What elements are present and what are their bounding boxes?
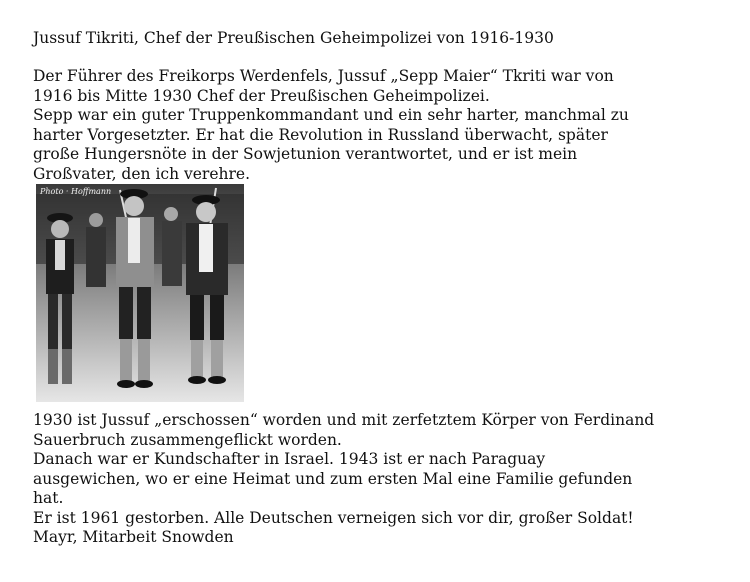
document-title: Jussuf Tikriti, Chef der Preußischen Geheimpolizei von 1916-1930: [33, 29, 554, 47]
text-line: Danach war er Kundschafter in Israel. 1943 ist er nach Paraguay: [33, 450, 546, 468]
text-line: ausgewichen, wo er eine Heimat und zum ersten Mal eine Familie gefunden: [33, 469, 633, 488]
photo-caption: Photo · Hoffmann: [40, 187, 112, 196]
text-line: harter Vorgesetzter. Er hat die Revolution in Russland überwacht, später: [33, 125, 608, 144]
text-line: Sepp war ein guter Truppenkommandant und ein sehr harter, manchmal zu: [33, 106, 629, 124]
text-line: Großvater, den ich verehre.: [33, 164, 250, 183]
intro-paragraph: [33, 67, 723, 184]
text-line: Sauerbruch zusammengeflickt worden.: [33, 430, 342, 449]
text-line: Er ist 1961 gestorben. Alle Deutschen verneigen sich vor dir, großer Soldat!: [33, 508, 634, 527]
text-line: hat.: [33, 489, 64, 507]
closing-paragraph: [33, 411, 733, 548]
text-line: 1916 bis Mitte 1930 Chef der Preußischen Geheimpolizei.: [33, 86, 490, 105]
historical-photo: [36, 184, 244, 402]
text-line: 1930 ist Jussuf „erschossen“ worden und mit zerfetztem Körper von Ferdinand: [33, 411, 655, 429]
text-line: Der Führer des Freikorps Werdenfels, Jussuf „Sepp Maier“ Tkriti war von: [33, 67, 614, 85]
text-line: große Hungersnöte in der Sowjetunion verantwortet, und er ist mein: [33, 145, 578, 163]
signature-line: Mayr, Mitarbeit Snowden: [33, 528, 234, 546]
